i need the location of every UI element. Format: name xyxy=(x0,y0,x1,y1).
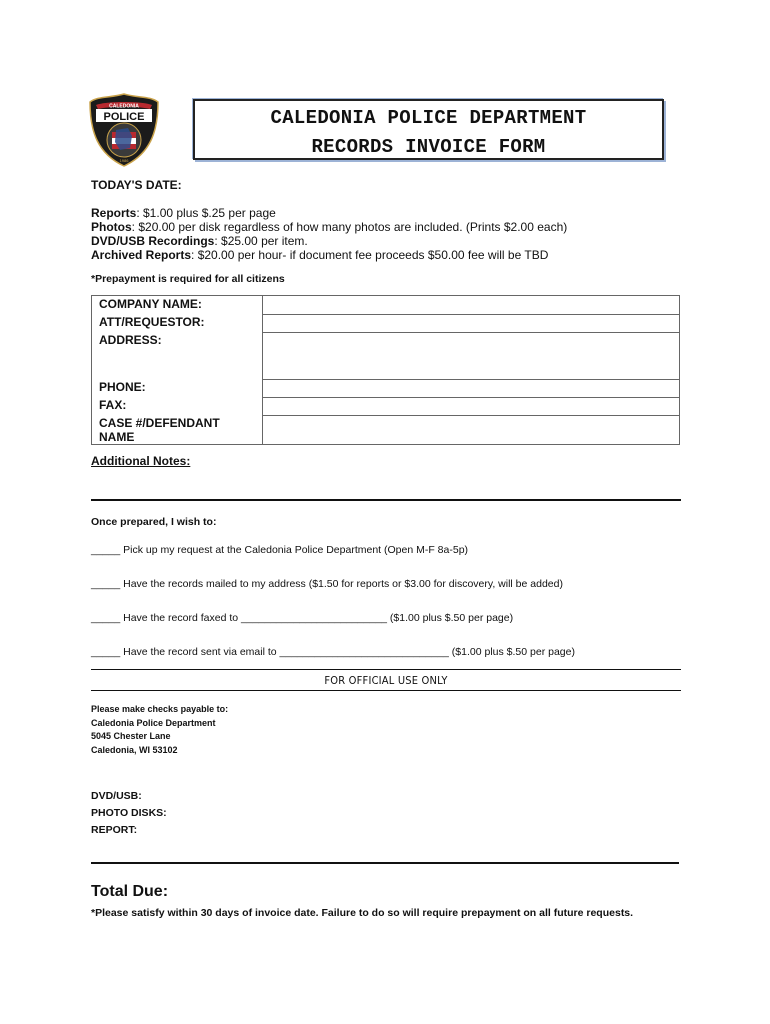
official-items xyxy=(91,788,167,839)
fee-label: Archived Reports xyxy=(91,248,192,262)
title-line-2: RECORDS INVOICE FORM xyxy=(311,136,546,158)
payable-line: Please make checks payable to: xyxy=(91,704,229,714)
official-top-divider xyxy=(91,669,681,670)
todays-date-label: TODAY'S DATE: xyxy=(91,178,182,192)
payable-line: Caledonia, WI 53102 xyxy=(91,744,178,755)
fee-label: Reports xyxy=(91,206,137,220)
option-email[interactable]: _____ Have the record sent via email to _____________________________ ($1.00 plus $.50 per page) xyxy=(91,646,575,658)
phone-field[interactable] xyxy=(263,379,680,397)
table-row xyxy=(92,379,680,397)
table-row xyxy=(92,415,680,445)
phone-label: PHONE: xyxy=(92,379,263,397)
fee-text: : $25.00 per item. xyxy=(214,234,308,248)
att-requestor-field[interactable] xyxy=(263,314,680,332)
badge-main-text: POLICE xyxy=(103,111,145,123)
report-label: REPORT: xyxy=(91,824,138,836)
option-fax[interactable]: _____ Have the record faxed to _________________________ ($1.00 plus $.50 per page) xyxy=(91,612,514,624)
additional-notes-label: Additional Notes: xyxy=(91,454,191,468)
fax-field[interactable] xyxy=(263,397,680,415)
title-line-1: CALEDONIA POLICE DEPARTMENT xyxy=(270,107,587,129)
payable-line: Caledonia Police Department xyxy=(91,717,216,728)
fee-reports xyxy=(91,206,276,220)
address-label: ADDRESS: xyxy=(92,332,263,379)
notes-divider xyxy=(91,499,681,501)
case-defendant-field[interactable] xyxy=(263,415,680,445)
option-pickup[interactable]: _____ Pick up my request at the Caledonia Police Department (Open M-F 8a-5p) xyxy=(91,544,469,556)
payable-block xyxy=(91,703,228,757)
case-defendant-label: CASE #/DEFENDANT NAME xyxy=(92,415,263,445)
official-bottom-divider xyxy=(91,690,681,691)
fee-label: DVD/USB Recordings xyxy=(91,234,215,248)
fee-text: : $1.00 plus $.25 per page xyxy=(136,206,276,220)
company-name-label: COMPANY NAME: xyxy=(92,296,263,315)
total-divider xyxy=(91,862,679,864)
footer-note: *Please satisfy within 30 days of invoice date. Failure to do so will require prepayment on all future requests. xyxy=(91,907,634,919)
fee-text: : $20.00 per disk regardless of how many photos are included. (Prints $2.00 each) xyxy=(131,220,568,234)
dvd-usb-label: DVD/USB: xyxy=(91,790,142,802)
fee-dvd xyxy=(91,234,308,248)
total-due-label: Total Due: xyxy=(91,883,169,900)
official-use-heading: FOR OFFICIAL USE ONLY xyxy=(324,674,448,687)
fax-label: FAX: xyxy=(92,397,263,415)
address-field[interactable] xyxy=(263,332,680,379)
payable-line: 5045 Chester Lane xyxy=(91,731,171,741)
badge-top-text: CALEDONIA xyxy=(109,103,139,110)
table-row xyxy=(92,397,680,415)
company-name-field[interactable] xyxy=(263,296,680,315)
table-row xyxy=(92,296,680,315)
once-prepared-label: Once prepared, I wish to: xyxy=(91,516,217,528)
fee-photos xyxy=(91,220,567,234)
fee-label: Photos xyxy=(91,220,132,234)
fee-archived xyxy=(91,248,548,262)
police-badge-logo xyxy=(88,92,160,168)
table-row xyxy=(92,332,680,379)
fee-text: : $20.00 per hour- if document fee proceeds $50.00 fee will be TBD xyxy=(191,248,549,262)
option-mail[interactable]: _____ Have the records mailed to my address ($1.50 for reports or $3.00 for discovery, will be added) xyxy=(91,578,563,590)
photo-disks-label: PHOTO DISKS: xyxy=(91,807,167,819)
badge-bottom-text: 1986 xyxy=(119,158,129,163)
requestor-info-table xyxy=(91,295,680,445)
prepayment-note: *Prepayment is required for all citizens xyxy=(91,273,285,285)
form-title-box xyxy=(193,99,664,160)
table-row xyxy=(92,314,680,332)
att-requestor-label: ATT/REQUESTOR: xyxy=(92,314,263,332)
badge-icon xyxy=(88,92,160,168)
